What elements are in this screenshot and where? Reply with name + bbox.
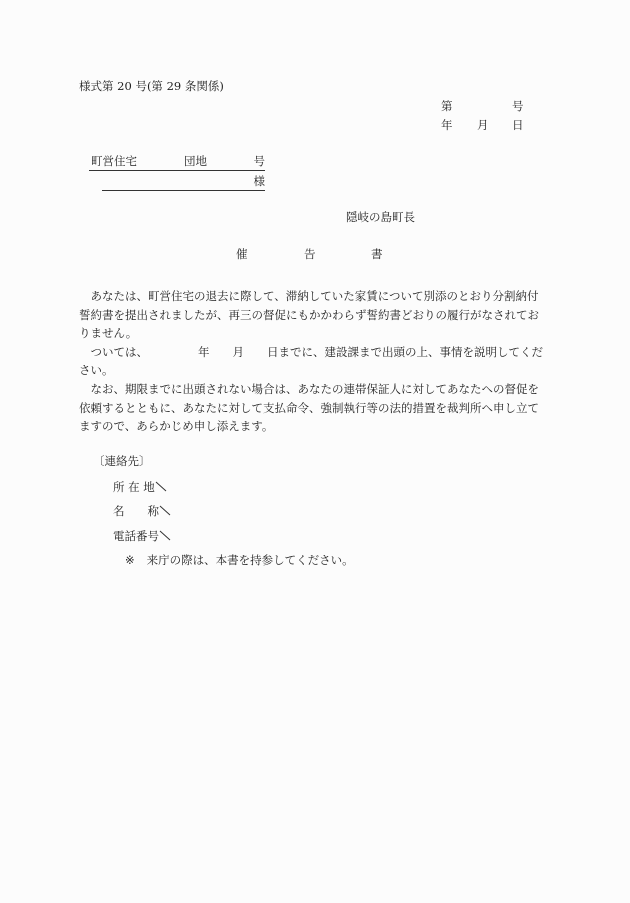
contact-phone-label: 電話番号 [113, 529, 159, 543]
paragraph-3 [79, 380, 549, 436]
backslash-icon [155, 481, 167, 492]
contact-phone [113, 530, 171, 543]
contact-address [113, 481, 167, 494]
date-month: 月 [477, 118, 489, 132]
title-char-3: 書 [371, 247, 383, 261]
paragraph-1-line-3: りません。 [79, 326, 138, 341]
title-char-2: 告 [304, 247, 316, 261]
paragraph-3-line-3: ますので、あらかじめ申し添えます。 [79, 419, 274, 434]
addressee-complex: 団地 [184, 154, 207, 168]
addressee-honorific: 様 [253, 174, 265, 188]
paragraph-1 [79, 287, 549, 343]
addressee-address-line [89, 156, 265, 171]
contact-heading: 〔連絡先〕 [93, 454, 151, 468]
paragraph-2-line-1: ついては、 年 月 日までに、建設課まで出頭の上、事情を説明してくだ [79, 344, 543, 359]
title-char-1: 催 [236, 247, 248, 261]
date-day: 日 [512, 118, 524, 132]
note-text: 来庁の際は、本書を持参してください。 [146, 553, 354, 567]
paragraph-1-line-1: あなたは、町営住宅の退去に際して、滞納していた家賃について別添のとおり分割納付 [79, 289, 539, 303]
reference-mark-icon: ※ [125, 553, 135, 567]
backslash-icon [159, 505, 171, 516]
document-number-prefix: 第 [441, 99, 453, 113]
addressee-name-line [102, 176, 265, 191]
paragraph-3-line-1: なお、期限までに出頭されない場合は、あなたの連帯保証人に対してあなたへの督促を [79, 381, 539, 396]
backslash-icon [159, 530, 171, 541]
paragraph-2 [79, 343, 549, 380]
contact-name-label: 名 称 [113, 504, 159, 518]
addressee-unit: 号 [253, 154, 265, 168]
body-text [79, 287, 549, 436]
paragraph-1-line-2: 誓約書を提出されましたが、再三の督促にもかかわらず誓約書どおりの履行がなされてお [79, 307, 539, 322]
paragraph-2-line-2: さい。 [79, 363, 114, 378]
paragraph-3-line-2: 依頼するとともに、あなたに対して支払命令、強制執行等の法的措置を裁判所へ申し立て [79, 400, 539, 415]
contact-address-label: 所 在 地 [113, 480, 155, 494]
form-label: 様式第 20 号(第 29 条関係) [79, 79, 224, 93]
document-number-suffix: 号 [512, 99, 524, 113]
addressee-housing: 町営住宅 [91, 154, 137, 168]
note [125, 555, 354, 567]
contact-name [113, 505, 171, 518]
sender: 隠岐の島町長 [346, 210, 415, 224]
date-year: 年 [441, 118, 453, 132]
